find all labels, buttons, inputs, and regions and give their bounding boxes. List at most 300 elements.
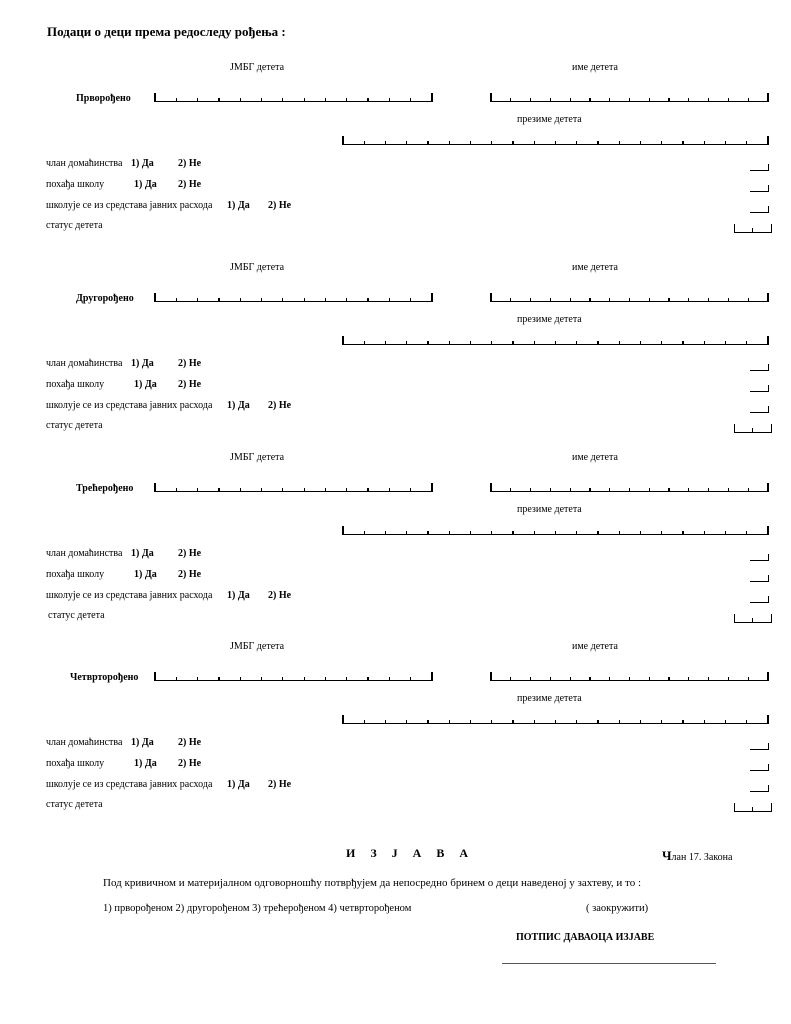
option-yes[interactable]: 1) Да bbox=[227, 400, 250, 411]
tick-mark bbox=[725, 720, 726, 724]
answer-box[interactable] bbox=[750, 406, 769, 413]
jmbg-field[interactable] bbox=[155, 672, 432, 681]
tick-mark bbox=[406, 720, 407, 724]
tick-mark bbox=[688, 488, 689, 492]
jmbg-field[interactable] bbox=[155, 293, 432, 302]
tick-mark bbox=[240, 98, 241, 102]
name-label: име детета bbox=[572, 62, 618, 73]
tick-mark bbox=[767, 93, 769, 102]
child-status-label: статус детета bbox=[46, 220, 103, 231]
tick-mark bbox=[491, 341, 492, 345]
status-box-tick bbox=[734, 803, 735, 811]
name-field[interactable] bbox=[491, 293, 768, 302]
surname-field[interactable] bbox=[343, 336, 768, 345]
tick-mark bbox=[385, 141, 386, 145]
tick-mark bbox=[728, 298, 729, 302]
tick-mark bbox=[629, 677, 630, 681]
tick-mark bbox=[282, 677, 283, 681]
tick-mark bbox=[154, 93, 156, 102]
tick-mark bbox=[767, 293, 769, 302]
name-label: име детета bbox=[572, 452, 618, 463]
attends-school-label: похађа школу bbox=[46, 569, 105, 580]
tick-mark bbox=[725, 341, 726, 345]
tick-mark bbox=[406, 531, 407, 535]
tick-mark bbox=[767, 136, 769, 145]
tick-mark bbox=[470, 341, 471, 345]
tick-mark bbox=[218, 488, 219, 492]
option-yes[interactable]: 1) Да bbox=[227, 590, 250, 601]
answer-box[interactable] bbox=[750, 596, 769, 603]
child-order-label: Другорођено bbox=[76, 293, 134, 304]
option-yes[interactable]: 1) Да bbox=[131, 358, 154, 369]
option-no[interactable]: 2) Не bbox=[178, 548, 202, 559]
tick-mark bbox=[346, 677, 347, 681]
tick-mark bbox=[325, 677, 326, 681]
tick-mark bbox=[367, 98, 368, 102]
tick-mark bbox=[649, 677, 650, 681]
tick-mark bbox=[197, 298, 198, 302]
status-box-tick bbox=[752, 618, 753, 622]
tick-mark bbox=[176, 677, 177, 681]
option-yes[interactable]: 1) Да bbox=[227, 200, 250, 211]
tick-mark bbox=[576, 531, 577, 535]
answer-box[interactable] bbox=[750, 785, 769, 792]
option-no[interactable]: 2) Не bbox=[268, 200, 292, 211]
declaration-statement: Под кривичном и материјалном одговорношћу потврђујем да непосредно бринем о деци наведеној у захтеву, и то : bbox=[103, 877, 642, 889]
tick-mark bbox=[197, 677, 198, 681]
tick-mark bbox=[342, 136, 344, 145]
tick-mark bbox=[597, 141, 598, 145]
tick-mark bbox=[576, 141, 577, 145]
tick-mark bbox=[385, 720, 386, 724]
tick-mark bbox=[410, 98, 411, 102]
option-yes[interactable]: 1) Да bbox=[131, 737, 154, 748]
tick-mark bbox=[708, 488, 709, 492]
tick-mark bbox=[490, 93, 492, 102]
tick-mark bbox=[704, 531, 705, 535]
status-box-tick bbox=[771, 803, 772, 811]
status-box[interactable] bbox=[734, 224, 772, 233]
surname-field[interactable] bbox=[343, 715, 768, 724]
attends-school-label: похађа школу bbox=[46, 379, 105, 390]
tick-mark bbox=[510, 488, 511, 492]
tick-mark bbox=[304, 298, 305, 302]
tick-mark bbox=[668, 488, 669, 492]
tick-mark bbox=[589, 677, 590, 681]
option-no[interactable]: 2) Не bbox=[268, 400, 292, 411]
tick-mark bbox=[767, 715, 769, 724]
tick-mark bbox=[389, 677, 390, 681]
status-box-tick bbox=[771, 424, 772, 432]
tick-mark bbox=[708, 98, 709, 102]
jmbg-label: ЈМБГ детета bbox=[230, 641, 285, 652]
answer-box[interactable] bbox=[750, 364, 769, 371]
answer-box[interactable] bbox=[750, 206, 769, 213]
tick-mark bbox=[261, 677, 262, 681]
tick-mark bbox=[748, 298, 749, 302]
tick-mark bbox=[410, 298, 411, 302]
surname-label: презиме детета bbox=[517, 504, 582, 515]
tick-mark bbox=[410, 677, 411, 681]
tick-mark bbox=[688, 677, 689, 681]
tick-mark bbox=[609, 677, 610, 681]
tick-mark bbox=[346, 298, 347, 302]
tick-mark bbox=[682, 341, 683, 345]
tick-mark bbox=[240, 488, 241, 492]
tick-mark bbox=[240, 298, 241, 302]
name-label: име детета bbox=[572, 262, 618, 273]
tick-mark bbox=[427, 141, 428, 145]
option-no[interactable]: 2) Не bbox=[268, 590, 292, 601]
tick-mark bbox=[261, 298, 262, 302]
tick-mark bbox=[688, 298, 689, 302]
tick-mark bbox=[576, 720, 577, 724]
tick-mark bbox=[512, 720, 513, 724]
tick-mark bbox=[629, 488, 630, 492]
declaration-title: И З Ј А В А bbox=[346, 846, 475, 860]
tick-mark bbox=[708, 298, 709, 302]
surname-label: презиме детета bbox=[517, 114, 582, 125]
tick-mark bbox=[640, 341, 641, 345]
declaration-options[interactable]: 1) прворођеном 2) другорођеном 3) трећерођеном 4) четврторођеном bbox=[103, 903, 412, 914]
tick-mark bbox=[668, 98, 669, 102]
tick-mark bbox=[570, 488, 571, 492]
page-title: Подаци о деци према редоследу рођења : bbox=[47, 24, 286, 39]
tick-mark bbox=[431, 483, 433, 492]
tick-mark bbox=[490, 672, 492, 681]
tick-mark bbox=[708, 677, 709, 681]
household-member-label: члан домаћинства bbox=[46, 158, 123, 169]
tick-mark bbox=[512, 531, 513, 535]
answer-box[interactable] bbox=[750, 164, 769, 171]
child-status-label: статус детета bbox=[48, 610, 105, 621]
tick-mark bbox=[154, 483, 156, 492]
tick-mark bbox=[570, 98, 571, 102]
tick-mark bbox=[609, 488, 610, 492]
option-no[interactable]: 2) Не bbox=[178, 379, 202, 390]
jmbg-field[interactable] bbox=[155, 93, 432, 102]
tick-mark bbox=[619, 720, 620, 724]
tick-mark bbox=[176, 298, 177, 302]
tick-mark bbox=[746, 341, 747, 345]
tick-mark bbox=[218, 677, 219, 681]
tick-mark bbox=[589, 298, 590, 302]
tick-mark bbox=[512, 341, 513, 345]
tick-mark bbox=[510, 98, 511, 102]
tick-mark bbox=[668, 298, 669, 302]
tick-mark bbox=[449, 341, 450, 345]
tick-mark bbox=[589, 98, 590, 102]
jmbg-label: ЈМБГ детета bbox=[230, 452, 285, 463]
household-member-label: члан домаћинства bbox=[46, 358, 123, 369]
tick-mark bbox=[364, 720, 365, 724]
option-no[interactable]: 2) Не bbox=[178, 569, 202, 580]
tick-mark bbox=[530, 298, 531, 302]
tick-mark bbox=[449, 720, 450, 724]
option-no[interactable]: 2) Не bbox=[178, 758, 202, 769]
tick-mark bbox=[385, 341, 386, 345]
tick-mark bbox=[640, 720, 641, 724]
status-box-tick bbox=[752, 807, 753, 811]
tick-mark bbox=[640, 141, 641, 145]
tick-mark bbox=[367, 488, 368, 492]
tick-mark bbox=[534, 720, 535, 724]
tick-mark bbox=[304, 98, 305, 102]
option-yes[interactable]: 1) Да bbox=[134, 179, 157, 190]
status-box[interactable] bbox=[734, 803, 772, 812]
tick-mark bbox=[367, 298, 368, 302]
tick-mark bbox=[261, 98, 262, 102]
tick-mark bbox=[490, 483, 492, 492]
tick-mark bbox=[661, 341, 662, 345]
answer-box[interactable] bbox=[750, 743, 769, 750]
tick-mark bbox=[410, 488, 411, 492]
answer-box[interactable] bbox=[750, 385, 769, 392]
tick-mark bbox=[746, 720, 747, 724]
tick-mark bbox=[550, 488, 551, 492]
tick-mark bbox=[282, 298, 283, 302]
tick-mark bbox=[282, 98, 283, 102]
tick-mark bbox=[619, 141, 620, 145]
tick-mark bbox=[725, 531, 726, 535]
tick-mark bbox=[342, 336, 344, 345]
attends-school-label: похађа школу bbox=[46, 758, 105, 769]
tick-mark bbox=[176, 488, 177, 492]
surname-field[interactable] bbox=[343, 136, 768, 145]
child-status-label: статус детета bbox=[46, 420, 103, 431]
tick-mark bbox=[661, 141, 662, 145]
tick-mark bbox=[748, 677, 749, 681]
tick-mark bbox=[668, 677, 669, 681]
jmbg-label: ЈМБГ детета bbox=[230, 62, 285, 73]
public-funds-label: школује се из средстава јавних расхода bbox=[46, 200, 213, 211]
jmbg-field[interactable] bbox=[155, 483, 432, 492]
child-status-label: статус детета bbox=[46, 799, 103, 810]
status-box-tick bbox=[752, 228, 753, 232]
surname-field[interactable] bbox=[343, 526, 768, 535]
household-member-label: члан домаћинства bbox=[46, 548, 123, 559]
tick-mark bbox=[325, 488, 326, 492]
tick-mark bbox=[682, 720, 683, 724]
child-order-label: Четврторођено bbox=[70, 672, 139, 683]
tick-mark bbox=[427, 531, 428, 535]
option-no[interactable]: 2) Не bbox=[178, 737, 202, 748]
tick-mark bbox=[197, 98, 198, 102]
article-prefix: Ч bbox=[662, 848, 672, 863]
tick-mark bbox=[431, 672, 433, 681]
tick-mark bbox=[746, 531, 747, 535]
jmbg-label: ЈМБГ детета bbox=[230, 262, 285, 273]
tick-mark bbox=[530, 98, 531, 102]
tick-mark bbox=[406, 141, 407, 145]
tick-mark bbox=[431, 93, 433, 102]
tick-mark bbox=[261, 488, 262, 492]
option-no[interactable]: 2) Не bbox=[178, 158, 202, 169]
tick-mark bbox=[342, 526, 344, 535]
tick-mark bbox=[364, 531, 365, 535]
tick-mark bbox=[597, 531, 598, 535]
tick-mark bbox=[704, 341, 705, 345]
name-field[interactable] bbox=[491, 93, 768, 102]
tick-mark bbox=[449, 141, 450, 145]
tick-mark bbox=[682, 531, 683, 535]
status-box-tick bbox=[771, 224, 772, 232]
tick-mark bbox=[570, 298, 571, 302]
answer-box[interactable] bbox=[750, 575, 769, 582]
tick-mark bbox=[619, 341, 620, 345]
tick-mark bbox=[555, 531, 556, 535]
tick-mark bbox=[346, 488, 347, 492]
tick-mark bbox=[218, 98, 219, 102]
tick-mark bbox=[555, 341, 556, 345]
tick-mark bbox=[649, 298, 650, 302]
tick-mark bbox=[367, 677, 368, 681]
tick-mark bbox=[530, 488, 531, 492]
tick-mark bbox=[427, 720, 428, 724]
tick-mark bbox=[342, 715, 344, 724]
tick-mark bbox=[555, 720, 556, 724]
status-box-tick bbox=[734, 614, 735, 622]
tick-mark bbox=[389, 298, 390, 302]
tick-mark bbox=[570, 677, 571, 681]
tick-mark bbox=[550, 98, 551, 102]
tick-mark bbox=[748, 98, 749, 102]
tick-mark bbox=[534, 141, 535, 145]
tick-mark bbox=[704, 141, 705, 145]
option-yes[interactable]: 1) Да bbox=[134, 379, 157, 390]
tick-mark bbox=[767, 336, 769, 345]
option-no[interactable]: 2) Не bbox=[268, 779, 292, 790]
answer-box[interactable] bbox=[750, 185, 769, 192]
tick-mark bbox=[240, 677, 241, 681]
tick-mark bbox=[688, 98, 689, 102]
surname-label: презиме детета bbox=[517, 693, 582, 704]
answer-box[interactable] bbox=[750, 554, 769, 561]
option-yes[interactable]: 1) Да bbox=[131, 548, 154, 559]
option-yes[interactable]: 1) Да bbox=[134, 758, 157, 769]
tick-mark bbox=[389, 488, 390, 492]
name-label: име детета bbox=[572, 641, 618, 652]
tick-mark bbox=[304, 677, 305, 681]
tick-mark bbox=[510, 298, 511, 302]
option-yes[interactable]: 1) Да bbox=[227, 779, 250, 790]
status-box-tick bbox=[734, 424, 735, 432]
tick-mark bbox=[534, 531, 535, 535]
circle-note: ( заокружити) bbox=[586, 903, 649, 914]
tick-mark bbox=[389, 98, 390, 102]
tick-mark bbox=[470, 141, 471, 145]
option-yes[interactable]: 1) Да bbox=[131, 158, 154, 169]
tick-mark bbox=[589, 488, 590, 492]
tick-mark bbox=[619, 531, 620, 535]
tick-mark bbox=[449, 531, 450, 535]
tick-mark bbox=[325, 298, 326, 302]
tick-mark bbox=[530, 677, 531, 681]
answer-box[interactable] bbox=[750, 764, 769, 771]
signature-line[interactable] bbox=[502, 963, 716, 964]
tick-mark bbox=[728, 98, 729, 102]
tick-mark bbox=[746, 141, 747, 145]
tick-mark bbox=[609, 98, 610, 102]
tick-mark bbox=[346, 98, 347, 102]
status-box-tick bbox=[771, 614, 772, 622]
tick-mark bbox=[406, 341, 407, 345]
tick-mark bbox=[550, 298, 551, 302]
tick-mark bbox=[491, 720, 492, 724]
tick-mark bbox=[427, 341, 428, 345]
tick-mark bbox=[154, 293, 156, 302]
tick-mark bbox=[364, 341, 365, 345]
article-reference bbox=[662, 848, 732, 864]
tick-mark bbox=[491, 141, 492, 145]
tick-mark bbox=[682, 141, 683, 145]
tick-mark bbox=[728, 677, 729, 681]
household-member-label: члан домаћинства bbox=[46, 737, 123, 748]
surname-label: презиме детета bbox=[517, 314, 582, 325]
child-order-label: Прворођено bbox=[76, 93, 131, 104]
tick-mark bbox=[325, 98, 326, 102]
status-box[interactable] bbox=[734, 614, 772, 623]
tick-mark bbox=[470, 531, 471, 535]
tick-mark bbox=[629, 298, 630, 302]
tick-mark bbox=[550, 677, 551, 681]
tick-mark bbox=[197, 488, 198, 492]
name-field[interactable] bbox=[491, 483, 768, 492]
name-field[interactable] bbox=[491, 672, 768, 681]
status-box[interactable] bbox=[734, 424, 772, 433]
tick-mark bbox=[512, 141, 513, 145]
tick-mark bbox=[534, 341, 535, 345]
option-yes[interactable]: 1) Да bbox=[134, 569, 157, 580]
tick-mark bbox=[282, 488, 283, 492]
tick-mark bbox=[609, 298, 610, 302]
status-box-tick bbox=[734, 224, 735, 232]
tick-mark bbox=[767, 672, 769, 681]
tick-mark bbox=[576, 341, 577, 345]
tick-mark bbox=[767, 483, 769, 492]
tick-mark bbox=[640, 531, 641, 535]
attends-school-label: похађа школу bbox=[46, 179, 105, 190]
tick-mark bbox=[649, 488, 650, 492]
tick-mark bbox=[629, 98, 630, 102]
tick-mark bbox=[490, 293, 492, 302]
option-no[interactable]: 2) Не bbox=[178, 179, 202, 190]
tick-mark bbox=[364, 141, 365, 145]
tick-mark bbox=[767, 526, 769, 535]
tick-mark bbox=[725, 141, 726, 145]
tick-mark bbox=[470, 720, 471, 724]
public-funds-label: школује се из средстава јавних расхода bbox=[46, 400, 213, 411]
article-rest: лан 17. Закона bbox=[671, 852, 733, 863]
tick-mark bbox=[154, 672, 156, 681]
signature-label: ПОТПИС ДАВАОЦА ИЗЈАВЕ bbox=[516, 932, 655, 943]
tick-mark bbox=[661, 720, 662, 724]
tick-mark bbox=[661, 531, 662, 535]
tick-mark bbox=[649, 98, 650, 102]
tick-mark bbox=[431, 293, 433, 302]
tick-mark bbox=[555, 141, 556, 145]
tick-mark bbox=[704, 720, 705, 724]
public-funds-label: школује се из средстава јавних расхода bbox=[46, 590, 213, 601]
option-no[interactable]: 2) Не bbox=[178, 358, 202, 369]
tick-mark bbox=[385, 531, 386, 535]
tick-mark bbox=[748, 488, 749, 492]
status-box-tick bbox=[752, 428, 753, 432]
tick-mark bbox=[510, 677, 511, 681]
tick-mark bbox=[218, 298, 219, 302]
child-order-label: Трећерођено bbox=[76, 483, 134, 494]
tick-mark bbox=[304, 488, 305, 492]
